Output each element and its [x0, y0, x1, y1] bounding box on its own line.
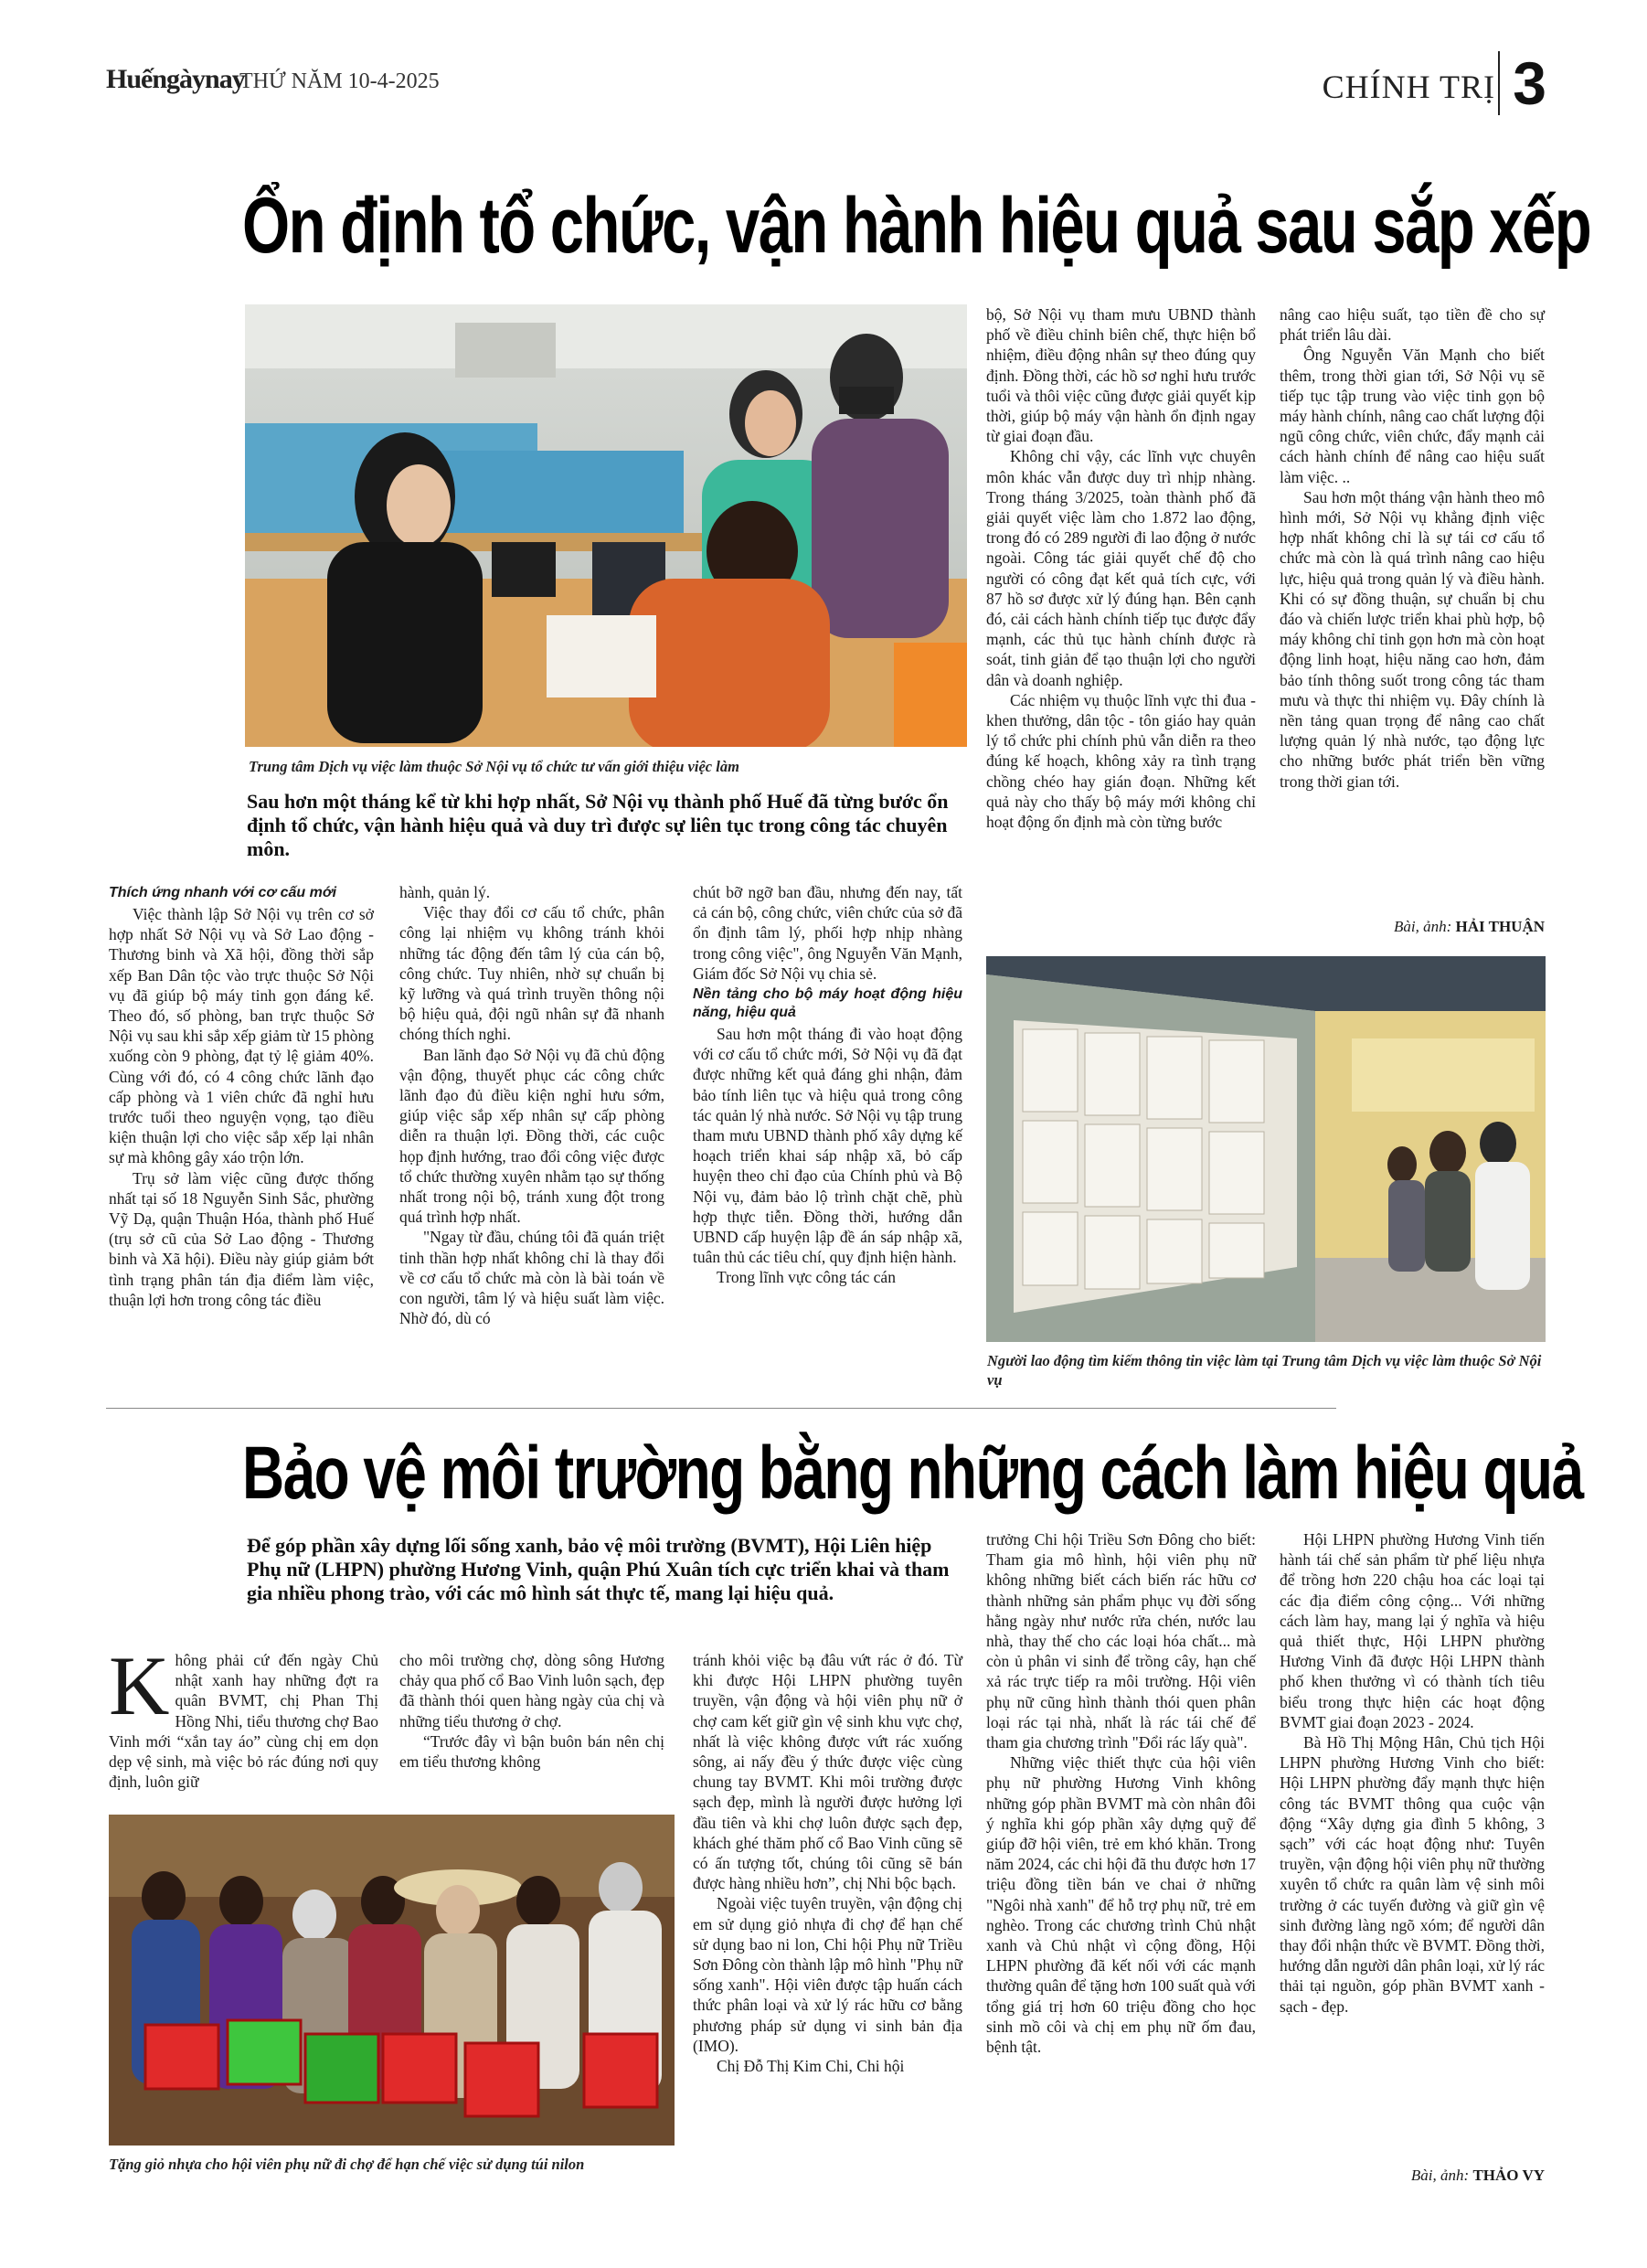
article1-byline [1280, 918, 1545, 936]
article2-paragraph [109, 1639, 378, 1792]
article1-paragraph: chút bỡ ngỡ ban đầu, nhưng đến nay, tất cả cán bộ, công chức, viên chức của sở đã ổn định tâm lý, phối hợp nhịp nhàng trong công việc", ông Nguyễn Văn Mạnh, Giám đốc Sở Nội vụ chia sẻ. [693, 883, 962, 983]
article1-paragraph: Không chỉ vậy, các lĩnh vực chuyên môn khác vẫn được duy trì nhịp nhàng. Trong tháng 3/2025, toàn thành phố đã giải quyết việc làm cho 1.872 lao động, trong đó có 289 người đi lao động ở nước ngoài. Công tác giải quyết chế độ cho người có công đạt kết quả tích cực, với 87 hồ sơ được xử lý đúng hạn. Bên cạnh đó, cải cách hành chính tiếp tục được đẩy mạnh, các thủ tục hành chính được rà soát, tinh giản để tạo thuận lợi cho người dân và doanh nghiệp. [986, 447, 1256, 689]
article1-paragraph: Việc thành lập Sở Nội vụ trên cơ sở hợp nhất Sở Nội vụ và Sở Lao động - Thương binh và Xã hội, đồng thời sắp xếp Ban Dân tộc vào trực thuộc Sở Nội vụ đã giúp bộ máy tinh gọn đáng kể. Theo đó, số phòng, ban trực thuộc Sở Nội vụ sau khi sắp xếp giảm từ 15 phòng xuống còn 9 phòng, đạt tỷ lệ giảm 40%. Cùng với đó, có 4 công chức lãnh đạo cấp phòng và 1 viên chức đã nghỉ hưu trước tuổi theo nguyện vọng, tạo điều kiện thuận lợi cho việc sắp xếp lại nhân sự mà không gây xáo trộn lớn. [109, 905, 374, 1167]
article2-paragraph: Hội LHPN phường Hương Vinh tiến hành tái chế sản phẩm từ phế liệu nhựa để trồng hơn 220 chậu hoa các loại tại các địa điểm công cộng... Với những cách làm hay, mang lại ý nghĩa và hiệu quả thiết thực, Hội LHPN phường Hương Vinh đã được Hội LHPN thành phố khen thưởng vì có thành tích tiêu biểu trong thực hiện các hoạt động BVMT giai đoạn 2023 - 2024. [1280, 1530, 1545, 1731]
section-name: CHÍNH TRỊ [1322, 69, 1495, 105]
article1-column-3 [693, 882, 962, 1288]
article1-paragraph: hành, quản lý. [399, 883, 491, 901]
article2-column-2 [399, 1650, 664, 1772]
article1-paragraph: Sau hơn một tháng vận hành theo mô hình mới, Sở Nội vụ khẳng định việc hợp nhất không chỉ là sự tái cơ cấu tổ chức mà còn là quá trình nâng cao hiệu lực, hiệu quả trong quản lý và điều hành. Khi có sự đồng thuận, sự chuẩn bị chu đáo và chiến lược triển khai phù hợp, bộ máy không chỉ tinh gọn hơn mà còn hoạt động linh hoạt, hiệu năng cao hơn, đảm bảo tính thông suốt trong công tác tham mưu và thực thi nhiệm vụ. Đây chính là nền tảng quan trọng để nâng cao chất lượng quản lý nhà nước, tạo động lực cho những bước phát triển bền vững trong thời gian tới. [1280, 487, 1545, 791]
masthead-logo: Huếngàynay [106, 64, 245, 94]
dropcap-letter: K [109, 1639, 170, 1732]
byline-label: Bài, ảnh: [1410, 2167, 1470, 2184]
article2-paragraph: Bà Hồ Thị Mộng Hân, Chủ tịch Hội LHPN phường Hương Vinh cho biết: Hội LHPN phường đẩy mạnh thực hiện công tác BVMT thông qua cuộc vận động “Xây dựng gia đình 5 không, 3 sạch” với các hoạt động như: Tuyên truyền, vận động hội viên phụ nữ thường xuyên tổ chức ra quân làm vệ sinh môi trường ở các tuyến đường và giữ gìn vệ sinh đường làng ngõ xóm; để người dân thay đổi nhận thức về BVMT. Đồng thời, hướng dẫn người dân phân loại, xử lý rác thải tại nguồn, góp phần BVMT xanh - sạch - đẹp. [1280, 1733, 1545, 2016]
article1-subheading-2: Nền tảng cho bộ máy hoạt động hiệu năng, hiệu quả [693, 986, 962, 1021]
article1-column-1 [109, 882, 374, 1310]
article1-paragraph: nâng cao hiệu suất, tạo tiền đề cho sự phát triển lâu dài. [1280, 305, 1545, 345]
market-photo-image [109, 1815, 675, 2146]
article2-byline [1280, 2167, 1545, 2185]
article1-paragraph: Việc thay đổi cơ cấu tổ chức, phân công lại nhiệm vụ không tránh khỏi những tác động đến tâm lý của cán bộ, công chức. Tuy nhiên, nhờ sự chuẩn bị kỹ lưỡng và quá trình truyền thông nội bộ hiệu quả, đội ngũ nhân sự đã nhanh chóng thích nghi. [399, 903, 664, 1044]
article2-headline: Bảo vệ môi trường bằng những cách làm hiệu quả [242, 1432, 1583, 1515]
article1-paragraph: "Ngay từ đầu, chúng tôi đã quán triệt tinh thần hợp nhất không chỉ là thay đổi về cơ cấu tổ chức mà còn là bài toán về con người, tâm lý và hiệu suất làm việc. Nhờ đó, dù có [399, 1228, 664, 1328]
article1-paragraph: Sau hơn một tháng đi vào hoạt động với cơ cấu tổ chức mới, Sở Nội vụ đã đạt được những kết quả đáng ghi nhận, đảm bảo tính liên tục và hiệu quả trong công tác quản lý nhà nước. Sở Nội vụ tập trung tham mưu UBND thành phố xây dựng kế hoạch triển khai sáp nhập xã, bỏ cấp huyện theo chỉ đạo của Chính phủ và Bộ Nội vụ, đảm bảo lộ trình chặt chẽ, phù hợp thực tiễn. Đồng thời, hướng dẫn UBND cấp huyện lập đề án sáp nhập xã, tuân thủ các tiêu chí, quy định hiện hành. [693, 1025, 962, 1267]
article1-subheading-1: Thích ứng nhanh với cơ cấu mới [109, 885, 337, 900]
article2-column-5 [1280, 1529, 1545, 2017]
article2-photo-caption: Tặng giỏ nhựa cho hội viên phụ nữ đi chợ để hạn chế việc sử dụng túi nilon [109, 2156, 585, 2173]
byline-author: HẢI THUẬN [1455, 918, 1545, 935]
article2-paragraph: “Trước đây vì bận buôn bán nên chị em tiểu thương không [399, 1731, 664, 1772]
article1-paragraph: Ông Nguyễn Văn Mạnh cho biết thêm, trong thời gian tới, Sở Nội vụ sẽ tiếp tục tập trung vào việc tinh gọn bộ máy hành chính, nâng cao chất lượng đội ngũ công chức, viên chức, đẩy mạnh cải cách hành chính để nâng cao hiệu suất làm việc. .. [1280, 346, 1545, 486]
article1-paragraph: Các nhiệm vụ thuộc lĩnh vực thi đua - khen thưởng, dân tộc - tôn giáo hay quản lý tổ chức phi chính phủ vẫn diễn ra theo đúng kế hoạch, không xảy ra tình trạng chồng chéo hay gián đoạn. Những kết quả này cho thấy bộ máy mới không chỉ hoạt động ổn định mà còn từng bước [986, 690, 1256, 832]
byline-label: Bài, ảnh: [1394, 918, 1452, 935]
article1-paragraph: Trụ sở làm việc cũng được thống nhất tại số 18 Nguyễn Sinh Sắc, phường Vỹ Dạ, quận Thuận Hóa, thành phố Huế (trụ sở cũ của Sở Lao động - Thương binh và Xã hội). Điều này giúp giảm bớt tình trạng phân tán địa điểm làm việc, thuận lợi hơn trong công tác điều [109, 1168, 374, 1309]
article1-lead: Sau hơn một tháng kể từ khi hợp nhất, Sở Nội vụ thành phố Huế đã từng bước ổn định tổ chức, vận hành hiệu quả và duy trì được sự liên tục trong công tác chuyên môn. [247, 790, 949, 860]
article2-paragraph: tránh khỏi việc bạ đâu vứt rác ở đó. Từ khi được Hội LHPN phường tuyên truyền, vận động và hội viên phụ nữ ở chợ cam kết giữ gìn vệ sinh khu vực chợ, nhất là việc không được vứt rác xuống sông, ai nấy đều ý thức được việc cùng chung tay BVMT. Khi môi trường được sạch đẹp, mình là người được hưởng lợi đầu tiên và khi chợ luôn được sạch đẹp, khách ghé thăm phố cổ Bao Vinh cũng sẽ có ấn tượng tốt, chúng tôi cũng sẽ bán được hàng nhiều hơn”, chị Nhi bộc bạch. [693, 1651, 962, 1893]
article2-photo-market [109, 1815, 675, 2146]
article2-paragraph: Ngoài việc tuyên truyền, vận động chị em sử dụng giỏ nhựa đi chợ để hạn chế sử dụng bao ni lon, Chi hội Phụ nữ Triều Sơn Đông còn thành lập mô hình "Phụ nữ sống xanh". Hội viên được tập huấn cách thức phân loại và xử lý rác hữu cơ bằng phương pháp sử dụng vi sinh bản địa (IMO). [693, 1894, 962, 2055]
article2-opening-text: hông phải cứ đến ngày Chủ nhật xanh hay những đợt ra quân BVMT, chị Phan Thị Hồng Nhi, tiểu thương chợ Bao Vinh mới “xắn tay áo” cùng chị em dọn dẹp vệ sinh, mà việc bỏ rác đúng nơi quy định, luôn giữ [109, 1651, 378, 1792]
article2-paragraph: Chị Đỗ Thị Kim Chi, Chi hội [717, 2057, 905, 2076]
article1-paragraph: Trong lĩnh vực công tác cán [717, 1268, 896, 1287]
article2-column-3 [693, 1650, 962, 2076]
article1-photo-consultation [245, 304, 967, 747]
byline-author: THẢO VY [1472, 2167, 1545, 2184]
article1-photo1-caption: Trung tâm Dịch vụ việc làm thuộc Sở Nội vụ tổ chức tư vấn giới thiệu việc làm [249, 758, 739, 775]
article1-headline: Ổn định tổ chức, vận hành hiệu quả sau sắp xếp [242, 182, 1591, 270]
article2-paragraph: Những việc thiết thực của hội viên phụ nữ phường Hương Vinh không những góp phần BVMT mà còn nhân đôi ý nghĩa khi góp phần xây dựng quỹ để giúp đỡ hội viên, trẻ em khó khăn. Trong năm 2024, các chi hội đã thu được hơn 17 triệu đồng tiền bán ve chai ở những "Ngôi nhà xanh" để hỗ trợ phụ nữ, trẻ em nghèo. Trong các chương trình Chủ nhật xanh và Chủ nhật vì cộng đồng, Hội LHPN phường đã kết nối với các mạnh thường quân để tặng hơn 100 suất quà với tổng giá trị hơn 60 triệu đồng cho học sinh mồ côi và chị em phụ nữ ốm đau, bệnh tật. [986, 1753, 1256, 2057]
article1-column-4 [986, 304, 1256, 832]
article1-photo2-caption: Người lao động tìm kiếm thông tin việc làm tại Trung tâm Dịch vụ việc làm thuộc Sở Nội vụ [987, 1352, 1542, 1389]
article1-paragraph: bộ, Sở Nội vụ tham mưu UBND thành phố về điều chỉnh biên chế, thực hiện bổ nhiệm, điều động nhân sự theo đúng quy định. Đồng thời, các hồ sơ nghỉ hưu trước tuổi và thôi việc cũng được giải quyết kịp thời, giúp bộ máy vận hành ổn định ngay từ giai đoạn đầu. [986, 305, 1256, 446]
article1-column-2 [399, 882, 664, 1328]
article2-paragraph: trưởng Chi hội Triều Sơn Đông cho biết: Tham gia mô hình, hội viên phụ nữ không những biết cách biến rác hữu cơ thành những sản phẩm phục vụ đời sống hằng ngày như nước rửa chén, nước lau nhà, thay thế cho các loại hóa chất... mà còn ủ phân vi sinh để trồng cây, hạn chế xả rác trực tiếp ra môi trường. Hội viên phụ nữ cũng hình thành thói quen phân loại rác tại nhà, nhất là rác tái chế để tham gia chương trình "Đổi rác lấy quà". [986, 1530, 1256, 1752]
issue-date: THỨ NĂM 10-4-2025 [239, 69, 440, 93]
job-board-photo-image [986, 956, 1546, 1342]
page-number: 3 [1498, 51, 1546, 115]
article2-column-1 [109, 1639, 378, 1792]
article1-column-5 [1280, 304, 1545, 792]
article1-photo-job-board [986, 956, 1546, 1342]
article2-lead: Để góp phần xây dựng lối sống xanh, bảo vệ môi trường (BVMT), Hội Liên hiệp Phụ nữ (LHPN) phường Hương Vinh, quận Phú Xuân tích cực triển khai và tham gia nhiều phong trào, với các mô hình sát thực tế, mang lại hiệu quả. [247, 1534, 950, 1604]
article1-paragraph: Ban lãnh đạo Sở Nội vụ đã chủ động vận động, thuyết phục các công chức lãnh đạo đủ điều kiện nghỉ hưu sớm, giúp việc sắp xếp nhân sự cấp phòng diễn ra thuận lợi. Đồng thời, các cuộc họp định hướng, trao đổi công việc được tổ chức thường xuyên nhằm tạo sự thống nhất trong nội bộ, tránh xung đột trong quá trình hợp nhất. [399, 1045, 664, 1227]
article-divider [106, 1408, 1336, 1409]
consultation-photo-image [245, 304, 967, 747]
article2-paragraph: cho môi trường chợ, dòng sông Hương chảy qua phố cổ Bao Vinh luôn sạch, đẹp đã thành thói quen hàng ngày của chị và những tiểu thương ở chợ. [399, 1651, 664, 1730]
article2-column-4 [986, 1529, 1256, 2057]
